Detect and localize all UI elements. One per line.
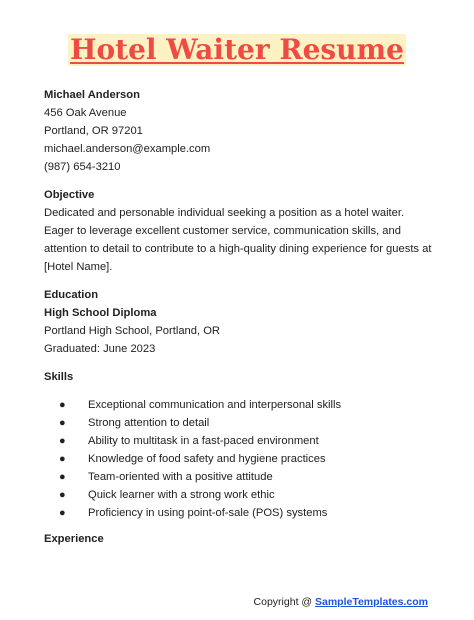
resume-content <box>44 86 444 548</box>
skill-text: Exceptional communication and interpersonal skills <box>88 399 342 411</box>
bullet-icon: ● <box>59 399 66 411</box>
contact-section <box>44 86 444 176</box>
page-title: Hotel Waiter Resume <box>70 33 404 66</box>
bullet-icon: ● <box>59 435 66 447</box>
skill-text: Strong attention to detail <box>88 417 210 429</box>
education-school: Portland High School, Portland, OR <box>44 325 220 337</box>
objective-section <box>44 186 444 276</box>
bullet-icon: ● <box>59 417 66 429</box>
objective-text: Dedicated and personable individual seeking a position as a hotel waiter. Eager to leverage excellent customer service, communication skills, and attention to detail to contribute to a high-quality dining experience for guests at [Hotel Name]. <box>44 207 432 273</box>
skill-item <box>59 486 444 504</box>
skills-section <box>44 368 444 522</box>
skill-item <box>59 468 444 486</box>
bullet-icon: ● <box>59 471 66 483</box>
skills-heading: Skills <box>44 371 74 383</box>
experience-heading: Experience <box>44 533 104 545</box>
title-container <box>0 34 474 66</box>
skill-text: Team-oriented with a positive attitude <box>88 471 273 483</box>
bullet-icon: ● <box>59 453 66 465</box>
education-graduated: Graduated: June 2023 <box>44 343 156 355</box>
contact-phone: (987) 654-3210 <box>44 161 121 173</box>
education-heading: Education <box>44 289 99 301</box>
contact-name: Michael Anderson <box>44 89 140 101</box>
skill-item <box>59 414 444 432</box>
experience-section <box>44 530 444 548</box>
contact-address: 456 Oak Avenue <box>44 107 127 119</box>
skill-item <box>59 432 444 450</box>
contact-email: michael.anderson@example.com <box>44 143 211 155</box>
copyright-footer <box>254 596 428 608</box>
skill-item <box>59 396 444 414</box>
skill-text: Knowledge of food safety and hygiene practices <box>88 453 326 465</box>
bullet-icon: ● <box>59 507 66 519</box>
education-section <box>44 286 444 358</box>
copyright-text: Copyright @ <box>253 596 315 608</box>
copyright-link[interactable]: SampleTemplates.com <box>314 596 428 608</box>
skill-text: Proficiency in using point-of-sale (POS) systems <box>88 507 328 519</box>
bullet-icon: ● <box>59 489 66 501</box>
skills-list <box>44 396 444 522</box>
skill-item <box>59 450 444 468</box>
skill-text: Quick learner with a strong work ethic <box>88 489 275 501</box>
skill-item <box>59 504 444 522</box>
skill-text: Ability to multitask in a fast-paced environment <box>88 435 319 447</box>
education-degree: High School Diploma <box>44 307 157 319</box>
objective-heading: Objective <box>44 189 95 201</box>
contact-city: Portland, OR 97201 <box>44 125 143 137</box>
